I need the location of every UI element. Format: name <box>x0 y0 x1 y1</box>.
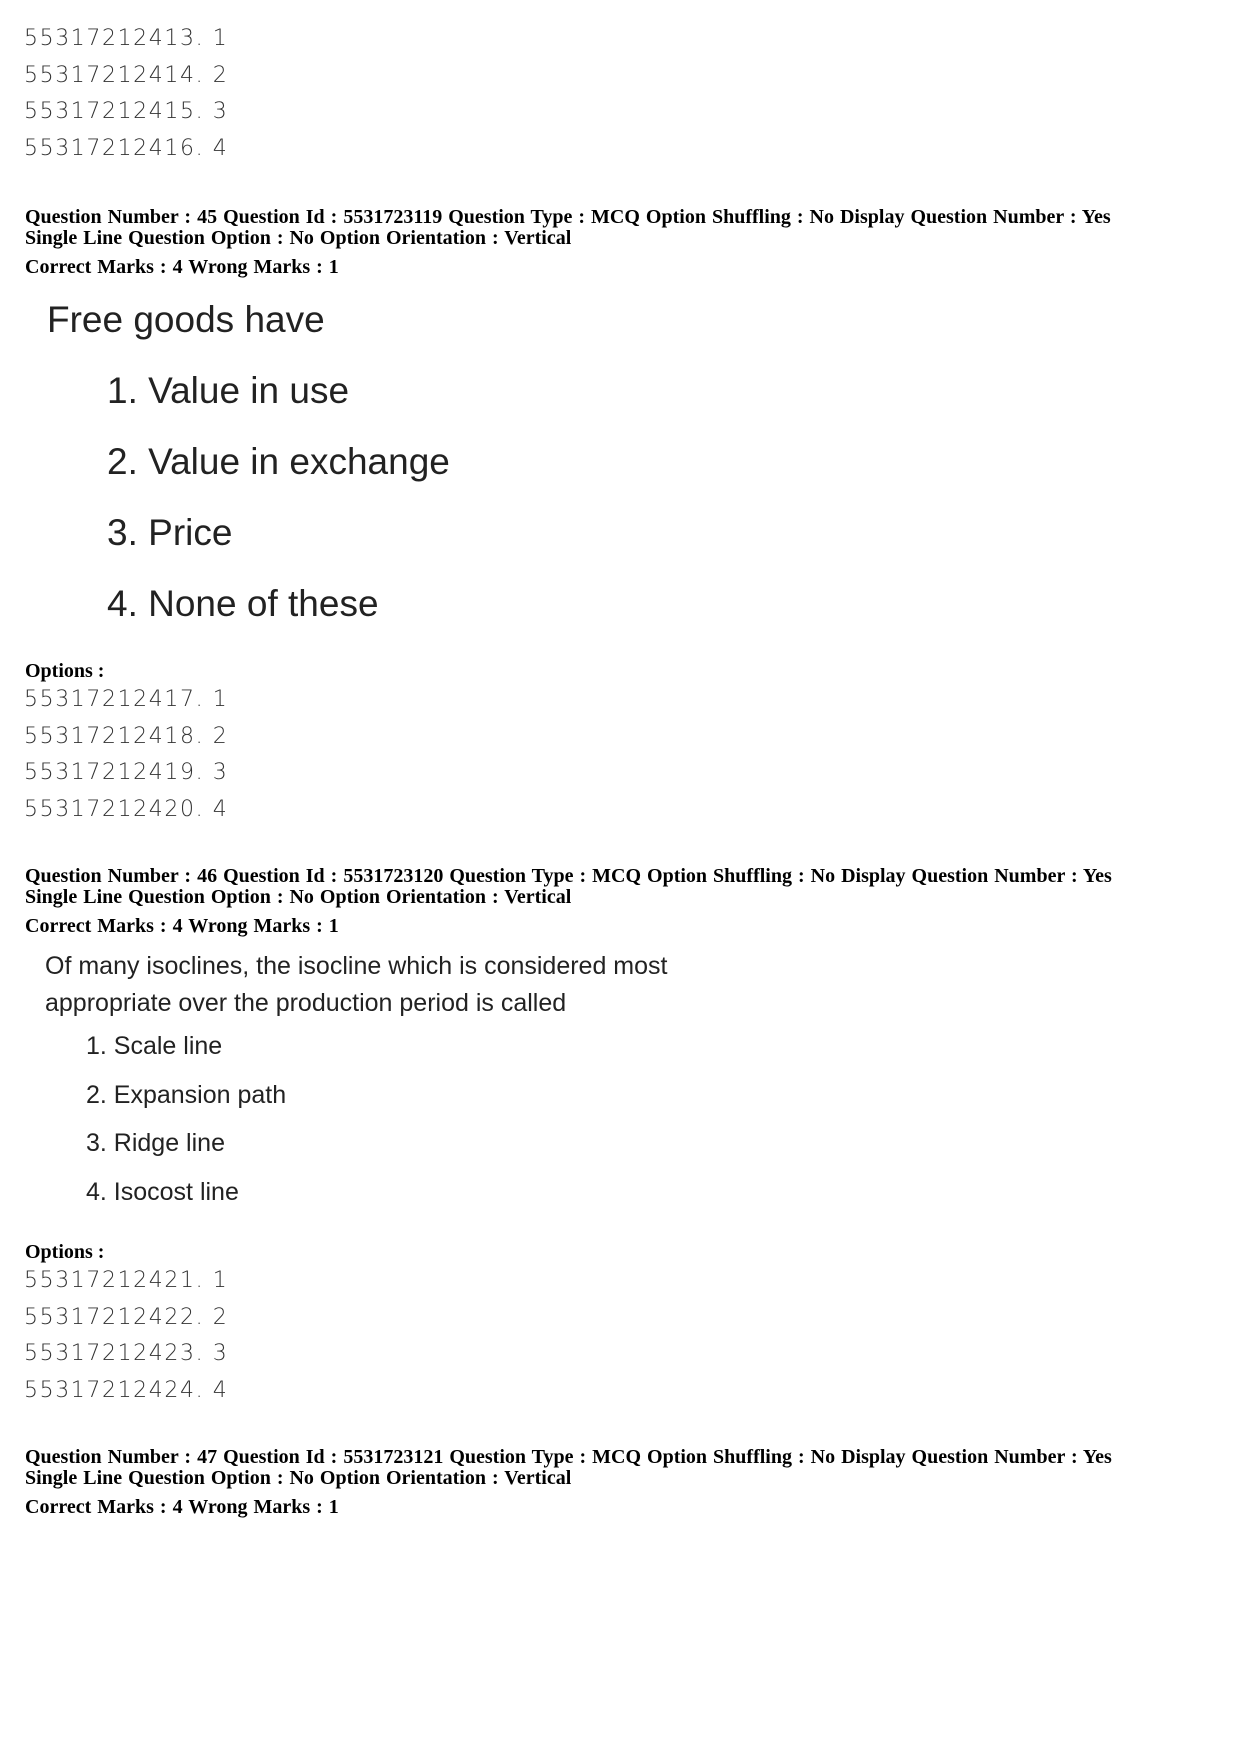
question-choice: 1. Scale line <box>86 1032 223 1060</box>
question-choice: 1. Value in use <box>107 370 350 411</box>
question-body <box>47 298 450 626</box>
question-marks: Correct Marks : 4 Wrong Marks : 1 <box>25 915 339 937</box>
option-list <box>24 21 228 167</box>
question-meta-line: Single Line Question Option : No Option Orientation : Vertical <box>25 1467 572 1489</box>
question-marks: Correct Marks : 4 Wrong Marks : 1 <box>25 256 339 278</box>
options-label: Options : <box>25 660 105 682</box>
options-label: Options : <box>25 1241 105 1263</box>
question-header <box>25 1447 1225 1518</box>
option-item: 55317212423. 3 <box>24 1341 229 1366</box>
question-choice: 4. None of these <box>107 583 379 624</box>
option-item: 55317212421. 1 <box>24 1268 229 1293</box>
option-item: 55317212414. 2 <box>24 62 229 88</box>
option-item: 55317212417. 1 <box>24 687 229 712</box>
option-item: 55317212413. 1 <box>24 26 229 51</box>
question-choice: 3. Ridge line <box>86 1129 225 1157</box>
question-header <box>25 207 1225 278</box>
option-item: 55317212422. 2 <box>24 1304 229 1330</box>
question-meta-line: Single Line Question Option : No Option Orientation : Vertical <box>25 886 572 908</box>
question-body <box>45 948 668 1207</box>
question-choice: 3. Price <box>107 512 233 553</box>
question-meta-line: Question Number : 46 Question Id : 5531723120 Question Type : MCQ Option Shuffling : No Display Question Number : Yes <box>25 865 1112 887</box>
question-meta-line: Question Number : 45 Question Id : 5531723119 Question Type : MCQ Option Shuffling : No Display Question Number : Yes <box>25 206 1111 228</box>
option-list <box>24 1263 228 1409</box>
question-meta-line: Question Number : 47 Question Id : 5531723121 Question Type : MCQ Option Shuffling : No Display Question Number : Yes <box>25 1446 1112 1468</box>
question-meta-line: Single Line Question Option : No Option Orientation : Vertical <box>25 227 572 249</box>
option-item: 55317212418. 2 <box>24 723 229 749</box>
question-marks: Correct Marks : 4 Wrong Marks : 1 <box>25 1496 339 1518</box>
question-choice: 4. Isocost line <box>86 1177 239 1206</box>
question-stem: Free goods have <box>47 299 325 340</box>
option-item: 55317212415. 3 <box>24 99 229 124</box>
option-item: 55317212420. 4 <box>24 796 229 822</box>
option-item: 55317212416. 4 <box>24 135 229 161</box>
option-item: 55317212424. 4 <box>24 1377 229 1403</box>
question-header <box>25 866 1225 937</box>
option-list <box>24 682 228 828</box>
question-stem: appropriate over the production period is called <box>45 989 567 1017</box>
option-item: 55317212419. 3 <box>24 760 229 785</box>
question-choice: 2. Expansion path <box>86 1080 287 1109</box>
question-stem: Of many isoclines, the isocline which is considered most <box>45 952 668 980</box>
question-choice: 2. Value in exchange <box>107 441 450 482</box>
